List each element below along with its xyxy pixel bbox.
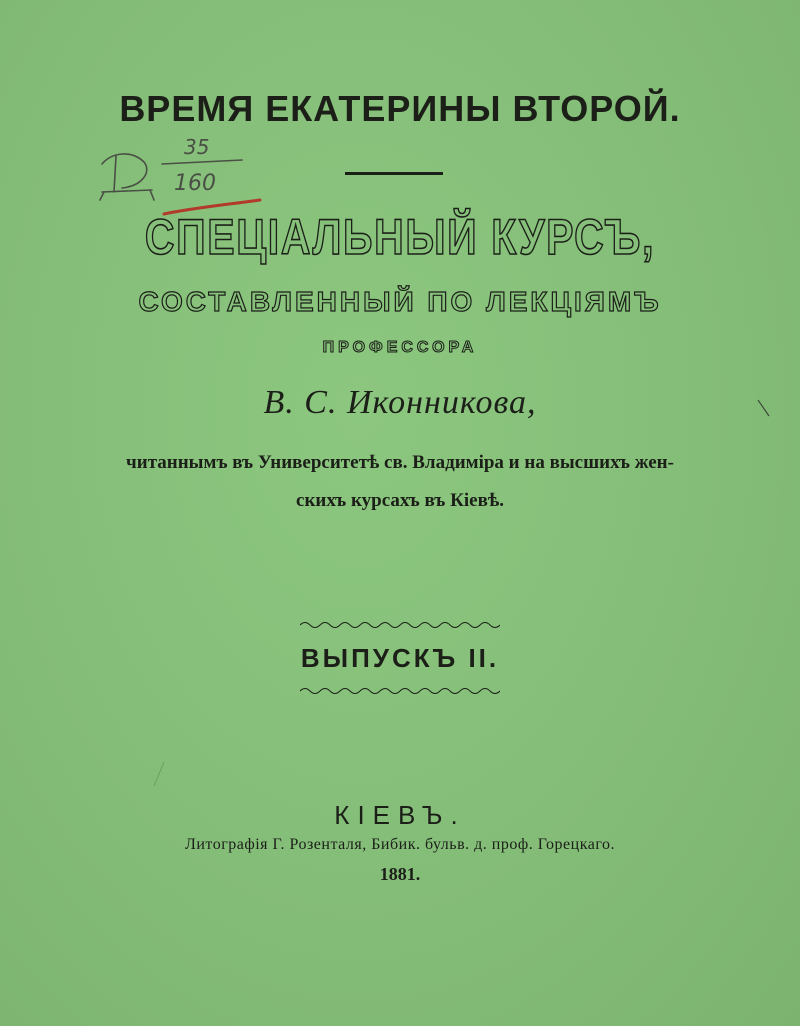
imprint-lithography: Литографія Г. Розенталя, Бибик. бульв. д. проф. Горецкаго.: [185, 836, 615, 853]
author-name: В. С. Иконникова,: [263, 384, 537, 421]
ornament-wavy-top: [300, 620, 500, 630]
issue-label: ВЫПУСКЪ II.: [300, 643, 500, 673]
title-rule: [345, 172, 443, 175]
imprint-city: КІЕВЪ.: [334, 800, 466, 830]
imprint-year: 1881.: [379, 864, 421, 884]
course-heading: СПЕЦІАЛЬНЫЙ КУРСЪ,: [144, 209, 656, 265]
professor-label: ПРОФЕССОРА: [322, 339, 478, 356]
shelfmark-top: 35: [184, 135, 210, 159]
read-at-line-1: читаннымъ въ Университетѣ св. Владиміра и на высшихъ жен-: [126, 452, 674, 473]
paper-mark: [755, 398, 775, 420]
course-subtitle: СОСТАВЛЕННЫЙ ПО ЛЕКЦІЯМЪ: [138, 286, 662, 317]
shelfmark-bottom: 160: [174, 171, 216, 196]
read-at-line-2: скихъ курсахъ въ Кіевѣ.: [296, 490, 504, 511]
ornament-wavy-bottom: [300, 686, 500, 696]
paper-crease: [150, 760, 170, 790]
page-title: ВРЕМЯ ЕКАТЕРИНЫ ВТОРОЙ.: [119, 88, 681, 129]
